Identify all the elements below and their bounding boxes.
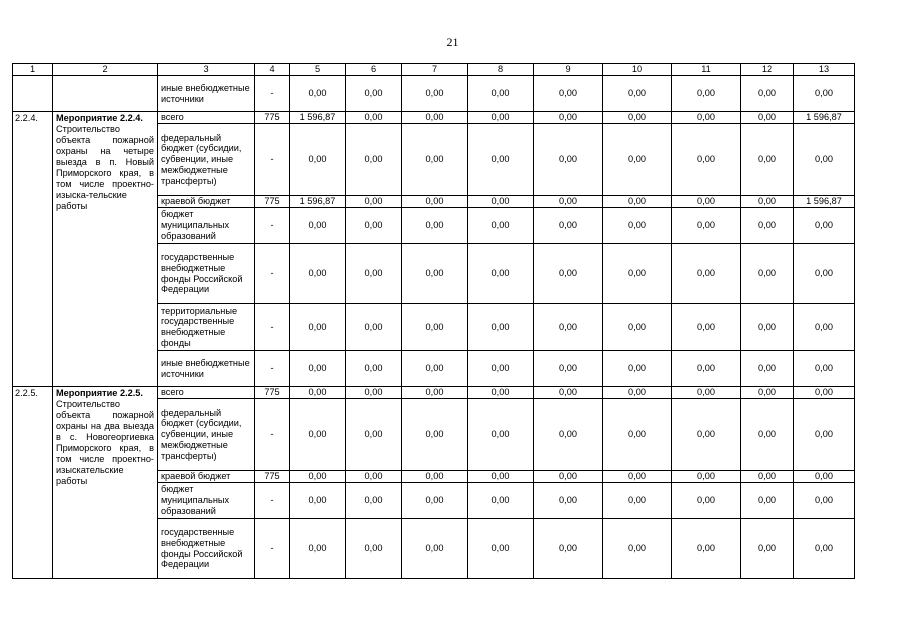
value-cell: 0,00: [672, 304, 741, 351]
value-cell: 0,00: [402, 244, 468, 304]
code-cell: -: [255, 208, 290, 244]
value-cell: 0,00: [290, 304, 346, 351]
code-cell: 775: [255, 471, 290, 483]
code-cell: -: [255, 483, 290, 519]
funding-source: иные внебюджетные источники: [158, 351, 255, 387]
funding-source: федеральный бюджет (субсидии, субвенции, иные межбюджетные трансферты): [158, 124, 255, 196]
funding-source: краевой бюджет: [158, 196, 255, 208]
value-cell: 0,00: [468, 244, 534, 304]
value-cell: 0,00: [672, 76, 741, 112]
value-cell: 0,00: [603, 76, 672, 112]
column-header: 11: [672, 64, 741, 76]
value-cell: 0,00: [672, 112, 741, 124]
value-cell: 0,00: [534, 351, 603, 387]
value-cell: 0,00: [534, 471, 603, 483]
value-cell: 0,00: [741, 124, 794, 196]
column-header: 12: [741, 64, 794, 76]
column-header: 1: [13, 64, 53, 76]
measure-description: [53, 387, 158, 579]
value-cell: 0,00: [794, 387, 855, 399]
code-cell: -: [255, 76, 290, 112]
code-cell: -: [255, 304, 290, 351]
value-cell: 0,00: [672, 124, 741, 196]
value-cell: 0,00: [603, 124, 672, 196]
value-cell: 0,00: [741, 471, 794, 483]
funding-source: федеральный бюджет (субсидии, субвенции, иные межбюджетные трансферты): [158, 399, 255, 471]
value-cell: 0,00: [794, 244, 855, 304]
value-cell: 0,00: [603, 471, 672, 483]
column-header: 6: [346, 64, 402, 76]
code-cell: 775: [255, 196, 290, 208]
value-cell: 0,00: [603, 519, 672, 579]
value-cell: 0,00: [402, 351, 468, 387]
funding-source: бюджет муниципальных образований: [158, 208, 255, 244]
column-header: 10: [603, 64, 672, 76]
value-cell: 0,00: [794, 399, 855, 471]
value-cell: 0,00: [290, 471, 346, 483]
code-cell: -: [255, 351, 290, 387]
value-cell: 0,00: [672, 471, 741, 483]
value-cell: 0,00: [468, 124, 534, 196]
description-cell-empty: [53, 76, 158, 112]
value-cell: 0,00: [290, 124, 346, 196]
value-cell: 0,00: [402, 208, 468, 244]
value-cell: 0,00: [794, 208, 855, 244]
value-cell: 0,00: [346, 519, 402, 579]
value-cell: 0,00: [468, 399, 534, 471]
value-cell: 0,00: [794, 519, 855, 579]
code-cell: -: [255, 519, 290, 579]
value-cell: 0,00: [672, 196, 741, 208]
value-cell: 0,00: [741, 76, 794, 112]
value-cell: 0,00: [672, 399, 741, 471]
value-cell: 0,00: [468, 76, 534, 112]
value-cell: 0,00: [672, 351, 741, 387]
value-cell: 0,00: [402, 196, 468, 208]
funding-source: краевой бюджет: [158, 471, 255, 483]
value-cell: 0,00: [534, 76, 603, 112]
value-cell: 0,00: [290, 351, 346, 387]
column-header: 2: [53, 64, 158, 76]
measure-code: 2.2.4.: [13, 112, 53, 387]
value-cell: 0,00: [672, 387, 741, 399]
measure-text: Строительство объекта пожарной охраны на два выезда в с. Новогеоргиевка Приморского края, в том числе проектно-изыскательские работы: [56, 399, 154, 486]
value-cell: 0,00: [534, 483, 603, 519]
table-row: [13, 387, 855, 399]
value-cell: 0,00: [794, 76, 855, 112]
header-row: [13, 64, 855, 76]
value-cell: 1 596,87: [794, 112, 855, 124]
value-cell: 0,00: [402, 519, 468, 579]
value-cell: 0,00: [346, 483, 402, 519]
value-cell: 0,00: [672, 208, 741, 244]
value-cell: 0,00: [741, 112, 794, 124]
code-cell: -: [255, 244, 290, 304]
value-cell: 0,00: [672, 519, 741, 579]
value-cell: 0,00: [534, 112, 603, 124]
value-cell: 0,00: [672, 483, 741, 519]
measure-code: 2.2.5.: [13, 387, 53, 579]
value-cell: 0,00: [290, 519, 346, 579]
value-cell: 0,00: [603, 387, 672, 399]
value-cell: 0,00: [346, 304, 402, 351]
value-cell: 1 596,87: [290, 112, 346, 124]
value-cell: 0,00: [603, 304, 672, 351]
value-cell: 0,00: [603, 399, 672, 471]
value-cell: 0,00: [603, 483, 672, 519]
value-cell: 0,00: [741, 208, 794, 244]
value-cell: 0,00: [741, 304, 794, 351]
measure-title: Мероприятие 2.2.4.: [56, 113, 143, 123]
column-header: 3: [158, 64, 255, 76]
value-cell: 0,00: [468, 196, 534, 208]
funding-source: государственные внебюджетные фонды Российской Федерации: [158, 519, 255, 579]
value-cell: 0,00: [290, 387, 346, 399]
value-cell: 0,00: [402, 112, 468, 124]
value-cell: 0,00: [468, 519, 534, 579]
value-cell: 0,00: [794, 471, 855, 483]
value-cell: 0,00: [534, 519, 603, 579]
funding-source: территориальные государственные внебюджетные фонды: [158, 304, 255, 351]
column-header: 13: [794, 64, 855, 76]
value-cell: 0,00: [741, 244, 794, 304]
value-cell: 0,00: [672, 244, 741, 304]
code-cell: 775: [255, 112, 290, 124]
value-cell: 0,00: [468, 208, 534, 244]
column-header: 9: [534, 64, 603, 76]
value-cell: 0,00: [402, 471, 468, 483]
value-cell: 0,00: [741, 483, 794, 519]
value-cell: 0,00: [794, 483, 855, 519]
value-cell: 0,00: [346, 196, 402, 208]
value-cell: 0,00: [402, 304, 468, 351]
value-cell: 0,00: [741, 351, 794, 387]
value-cell: 0,00: [346, 351, 402, 387]
value-cell: 0,00: [290, 399, 346, 471]
value-cell: 0,00: [346, 399, 402, 471]
value-cell: 0,00: [794, 351, 855, 387]
measure-description: [53, 112, 158, 387]
value-cell: 0,00: [534, 399, 603, 471]
value-cell: 0,00: [290, 244, 346, 304]
value-cell: 0,00: [468, 112, 534, 124]
funding-source: иные внебюджетные источники: [158, 76, 255, 112]
value-cell: 0,00: [402, 399, 468, 471]
value-cell: 0,00: [346, 208, 402, 244]
measure-text: Строительство объекта пожарной охраны на четыре выезда в п. Новый Приморского края, в том числе проектно-изыска-тельские работы: [56, 124, 154, 211]
code-cell: 775: [255, 387, 290, 399]
value-cell: 0,00: [603, 208, 672, 244]
value-cell: 0,00: [346, 244, 402, 304]
value-cell: 0,00: [402, 483, 468, 519]
value-cell: 0,00: [468, 471, 534, 483]
column-header: 5: [290, 64, 346, 76]
value-cell: 0,00: [534, 124, 603, 196]
value-cell: 0,00: [402, 387, 468, 399]
value-cell: 0,00: [534, 208, 603, 244]
value-cell: 0,00: [346, 112, 402, 124]
value-cell: 1 596,87: [290, 196, 346, 208]
funding-source: бюджет муниципальных образований: [158, 483, 255, 519]
funding-source: государственные внебюджетные фонды Российской Федерации: [158, 244, 255, 304]
value-cell: 1 596,87: [794, 196, 855, 208]
value-cell: 0,00: [603, 112, 672, 124]
value-cell: 0,00: [402, 124, 468, 196]
column-header: 4: [255, 64, 290, 76]
value-cell: 0,00: [346, 471, 402, 483]
value-cell: 0,00: [346, 387, 402, 399]
value-cell: 0,00: [794, 124, 855, 196]
funding-source: всего: [158, 387, 255, 399]
value-cell: 0,00: [534, 244, 603, 304]
value-cell: 0,00: [534, 304, 603, 351]
value-cell: 0,00: [741, 196, 794, 208]
budget-table: [12, 63, 855, 579]
value-cell: 0,00: [603, 351, 672, 387]
value-cell: 0,00: [603, 196, 672, 208]
value-cell: 0,00: [741, 519, 794, 579]
measure-title: Мероприятие 2.2.5.: [56, 388, 143, 398]
value-cell: 0,00: [290, 483, 346, 519]
table-row: [13, 76, 855, 112]
column-header: 8: [468, 64, 534, 76]
value-cell: 0,00: [290, 76, 346, 112]
value-cell: 0,00: [346, 124, 402, 196]
value-cell: 0,00: [402, 76, 468, 112]
table-row: [13, 112, 855, 124]
value-cell: 0,00: [468, 351, 534, 387]
funding-source: всего: [158, 112, 255, 124]
page-number: 21: [446, 35, 459, 49]
value-cell: 0,00: [741, 399, 794, 471]
value-cell: 0,00: [468, 304, 534, 351]
column-header: 7: [402, 64, 468, 76]
value-cell: 0,00: [290, 208, 346, 244]
code-cell: -: [255, 399, 290, 471]
value-cell: 0,00: [534, 196, 603, 208]
value-cell: 0,00: [794, 304, 855, 351]
table-body: [13, 64, 855, 579]
value-cell: 0,00: [468, 483, 534, 519]
code-cell-empty: [13, 76, 53, 112]
value-cell: 0,00: [468, 387, 534, 399]
code-cell: -: [255, 124, 290, 196]
value-cell: 0,00: [534, 387, 603, 399]
value-cell: 0,00: [741, 387, 794, 399]
value-cell: 0,00: [346, 76, 402, 112]
value-cell: 0,00: [603, 244, 672, 304]
